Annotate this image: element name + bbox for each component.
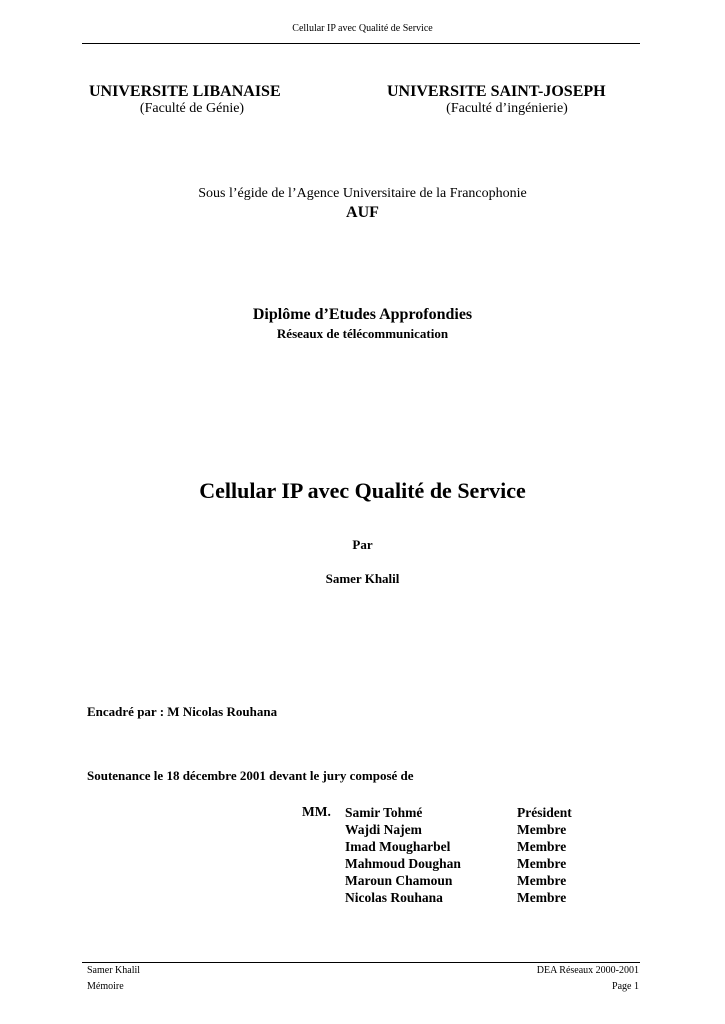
jury-member-role: Membre xyxy=(517,890,567,905)
footer-doc-type: Mémoire xyxy=(87,981,124,992)
jury-row xyxy=(345,855,615,872)
diploma-speciality: Réseaux de télécommunication xyxy=(276,326,449,341)
diploma-title: Diplôme d’Etudes Approfondies xyxy=(252,306,473,323)
jury-member-name: Nicolas Rouhana xyxy=(345,890,443,905)
university-left-faculty: (Faculté de Génie) xyxy=(139,101,245,116)
thesis-title: Cellular IP avec Qualité de Service xyxy=(199,478,526,503)
jury-member-role: Membre xyxy=(517,822,567,837)
jury-member-name: Maroun Chamoun xyxy=(345,873,453,888)
university-right-name: UNIVERSITE SAINT-JOSEPH xyxy=(387,83,606,100)
jury-member-name: Wajdi Najem xyxy=(345,822,422,837)
jury-member-name: Mahmoud Doughan xyxy=(345,856,461,871)
jury-member-name: Samir Tohmé xyxy=(345,805,423,820)
footer-author: Samer Khalil xyxy=(87,965,141,976)
university-right-faculty: (Faculté d’ingénierie) xyxy=(446,101,568,116)
author-name: Samer Khalil xyxy=(325,571,400,586)
footer-page-number: Page 1 xyxy=(612,981,639,992)
footer-program: DEA Réseaux 2000-2001 xyxy=(536,965,639,976)
jury-member-name: Imad Mougharbel xyxy=(345,839,451,854)
footer-rule xyxy=(82,962,640,963)
jury-list xyxy=(345,804,615,906)
jury-row xyxy=(345,889,615,906)
auspices-acronym: AUF xyxy=(346,204,379,221)
jury-member-role: Membre xyxy=(517,873,567,888)
jury-row xyxy=(345,821,615,838)
defense-line: Soutenance le 18 décembre 2001 devant le jury composé de xyxy=(87,768,414,783)
jury-member-role: Président xyxy=(517,805,572,820)
jury-row xyxy=(345,872,615,889)
supervision-line: Encadré par : M Nicolas Rouhana xyxy=(87,704,278,719)
running-header: Cellular IP avec Qualité de Service xyxy=(292,23,433,34)
jury-prefix: MM. xyxy=(302,804,331,819)
header-rule xyxy=(82,43,640,44)
jury-member-role: Membre xyxy=(517,856,567,871)
jury-member-role: Membre xyxy=(517,839,567,854)
university-left-name: UNIVERSITE LIBANAISE xyxy=(89,83,281,100)
jury-row xyxy=(345,804,615,821)
jury-row xyxy=(345,838,615,855)
auspices-text: Sous l’égide de l’Agence Universitaire de la Francophonie xyxy=(198,186,527,201)
by-label: Par xyxy=(352,537,373,552)
